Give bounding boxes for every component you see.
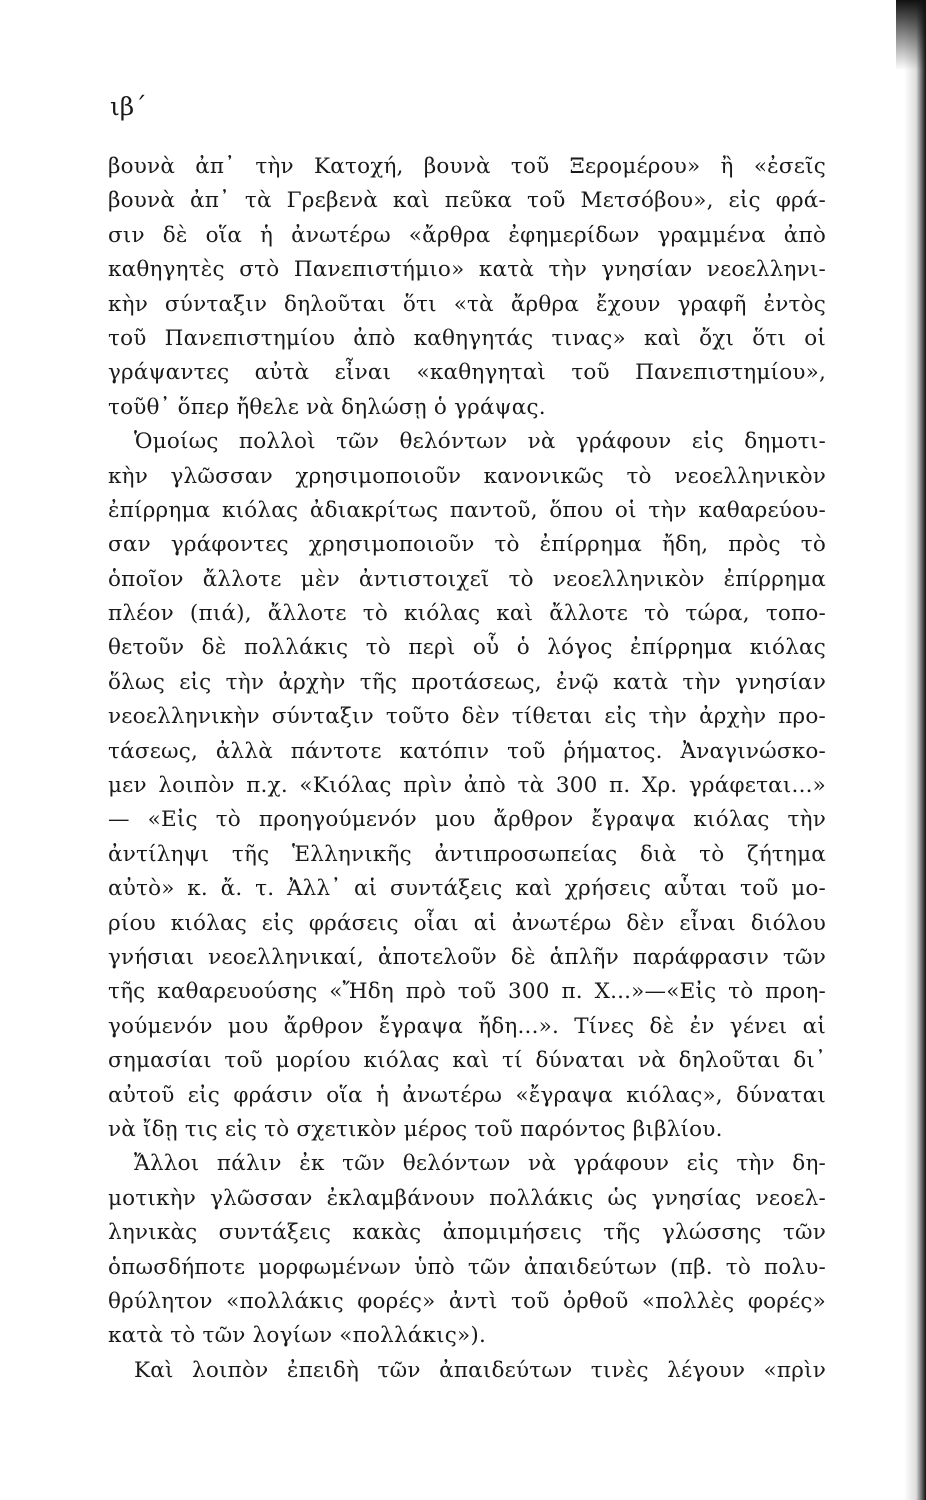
text-line: ὁποῖον ἄλλοτε μὲν ἀντιστοιχεῖ τὸ νεοελληνικὸν ἐπίρρημα (108, 566, 826, 592)
text-line: κατὰ τὸ τῶν λογίων «πολλάκις»). (108, 1323, 486, 1349)
text-line: κὴν γλῶσσαν χρησιμοποιοῦν κανονικῶς τὸ νεοελληνικὸν (108, 463, 826, 489)
body-text (108, 150, 826, 1388)
text-line: Καὶ λοιπὸν ἐπειδὴ τῶν ἀπαιδεύτων τινὲς λέγουν «πρὶν (134, 1357, 826, 1383)
text-line: ἐπίρρημα κιόλας ἀδιακρίτως παντοῦ, ὅπου οἱ τὴν καθαρεύου- (108, 497, 826, 523)
text-line: αὐτὸ» κ. ἄ. τ. Ἀλλ᾽ αἱ συντάξεις καὶ χρήσεις αὗται τοῦ μο- (108, 876, 826, 902)
text-line: Ὁμοίως πολλοὶ τῶν θελόντων νὰ γράφουν εἰς δημοτι- (134, 429, 826, 455)
page-number: ιβ΄ (110, 92, 147, 121)
text-line: γράψαντες αὐτὰ εἶναι «καθηγηταὶ τοῦ Πανεπιστημίου», (108, 360, 826, 386)
text-line: τοῦ Πανεπιστημίου ἀπὸ καθηγητάς τινας» καὶ ὄχι ὅτι οἱ (108, 325, 826, 351)
text-line: θρύλητον «πολλάκις φορές» ἀντὶ τοῦ ὀρθοῦ «πολλὲς φορές» (108, 1288, 826, 1314)
text-line: μεν λοιπὸν π.χ. «Κιόλας πρὶν ἀπὸ τὰ 300 π. Χρ. γράφεται...» (108, 773, 826, 799)
text-line: βουνὰ ἀπ᾽ τὰ Γρεβενὰ καὶ πεῦκα τοῦ Μετσόβου», εἰς φρά- (108, 188, 826, 214)
text-line: — «Εἰς τὸ προηγούμενόν μου ἄρθρον ἔγραψα κιόλας τὴν (108, 807, 826, 833)
text-line: κὴν σύνταξιν δηλοῦται ὅτι «τὰ ἄρθρα ἔχουν γραφῆ ἐντὸς (108, 291, 826, 317)
text-line: τοῦθ᾽ ὅπερ ἤθελε νὰ δηλώσῃ ὁ γράψας. (108, 394, 546, 420)
text-line: θετοῦν δὲ πολλάκις τὸ περὶ οὗ ὁ λόγος ἐπίρρημα κιόλας (108, 635, 826, 661)
text-line: ἀντίληψι τῆς Ἑλληνικῆς ἀντιπροσωπείας διὰ τὸ ζήτημα (108, 841, 826, 867)
text-line: αὐτοῦ εἰς φράσιν οἵα ἡ ἀνωτέρω «ἔγραψα κιόλας», δύναται (108, 1082, 826, 1108)
text-line: γνήσιαι νεοελληνικαί, ἀποτελοῦν δὲ ἁπλῆν παράφρασιν τῶν (108, 944, 826, 970)
text-line: καθηγητὲς στὸ Πανεπιστήμιο» κατὰ τὴν γνησίαν νεοελληνι- (108, 257, 826, 283)
text-line: νεοελληνικὴν σύνταξιν τοῦτο δὲν τίθεται εἰς τὴν ἀρχὴν προ- (108, 704, 826, 730)
text-line: ὁπωσδήποτε μορφωμένων ὑπὸ τῶν ἀπαιδεύτων (πβ. τὸ πολυ- (108, 1254, 826, 1280)
text-line: ληνικὰς συντάξεις κακὰς ἀπομιμήσεις τῆς γλώσσης τῶν (108, 1220, 826, 1246)
text-line: Ἄλλοι πάλιν ἐκ τῶν θελόντων νὰ γράφουν εἰς τὴν δη- (134, 1151, 826, 1177)
text-line: σιν δὲ οἵα ἡ ἀνωτέρω «ἄρθρα ἐφημερίδων γραμμένα ἀπὸ (108, 222, 826, 248)
text-line: σαν γράφοντες χρησιμοποιοῦν τὸ ἐπίρρημα ἤδη, πρὸς τὸ (108, 532, 826, 558)
text-line: σημασίαι τοῦ μορίου κιόλας καὶ τί δύναται νὰ δηλοῦται δι᾽ (108, 1048, 826, 1074)
text-line: γούμενόν μου ἄρθρον ἔγραψα ἤδη...». Τίνες δὲ ἐν γένει αἱ (108, 1013, 826, 1039)
text-line: πλέον (πιά), ἄλλοτε τὸ κιόλας καὶ ἄλλοτε τὸ τώρα, τοπο- (108, 601, 826, 627)
page-edge-shadow (904, 0, 926, 1500)
text-line: νὰ ἴδῃ τις εἰς τὸ σχετικὸν μέρος τοῦ παρόντος βιβλίου. (108, 1116, 723, 1142)
page-corner-shadow (896, 0, 926, 70)
text-line: ὅλως εἰς τὴν ἀρχὴν τῆς προτάσεως, ἐνῷ κατὰ τὴν γνησίαν (108, 669, 826, 695)
text-line: μοτικὴν γλῶσσαν ἐκλαμβάνουν πολλάκις ὡς γνησίας νεοελ- (108, 1185, 826, 1211)
text-line: τάσεως, ἀλλὰ πάντοτε κατόπιν τοῦ ῥήματος. Ἀναγινώσκο- (108, 738, 826, 764)
text-line: τῆς καθαρευούσης «Ἤδη πρὸ τοῦ 300 π. Χ...»—«Εἰς τὸ προη- (108, 979, 826, 1005)
text-line: βουνὰ ἀπ᾽ τὴν Κατοχή, βουνὰ τοῦ Ξερομέρου» ἢ «ἐσεῖς (108, 154, 826, 179)
text-line: ρίου κιόλας εἰς φράσεις οἷαι αἱ ἀνωτέρω δὲν εἶναι διόλου (108, 910, 826, 936)
